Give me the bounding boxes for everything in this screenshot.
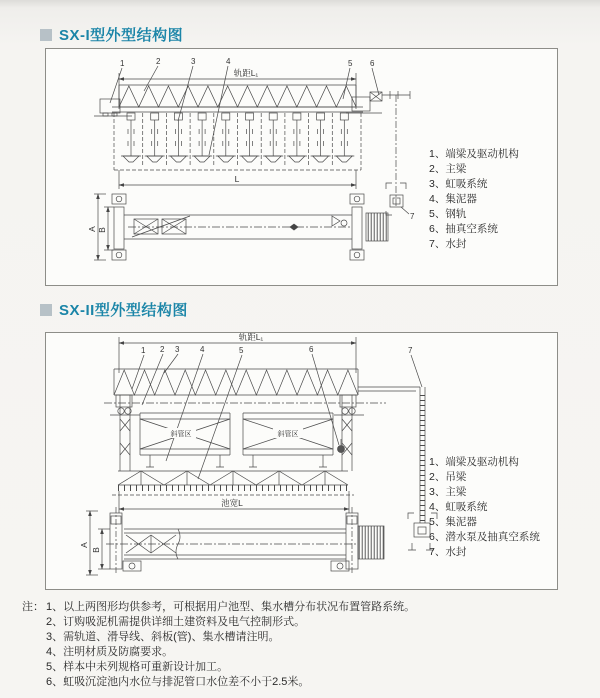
sx1-callout-6: 6 [370, 59, 375, 68]
sx1-legend [429, 147, 519, 252]
sx2-tube-panels [140, 413, 345, 467]
section2-title-text: SX-II型外型结构图 [59, 302, 188, 319]
section1-title-text: SX-I型外型结构图 [59, 27, 184, 44]
note-text: 6、虹吸沉淀池内水位与排泥管口水位差不小于2.5米。 [46, 676, 310, 689]
sx2-discharge-pipe [358, 387, 437, 550]
legend-item: 7、水封 [429, 546, 467, 558]
note-line [22, 660, 582, 675]
section2-title [40, 299, 188, 320]
sx2-gauge-label: 轨距L₁ [238, 333, 264, 342]
legend-item: 6、潜水泵及抽真空系统 [429, 531, 540, 543]
notes-block [22, 600, 582, 691]
sx1-callout-4: 4 [226, 57, 231, 66]
legend-item: 4、虹吸系统 [429, 501, 488, 513]
sx2-plan-view [86, 507, 384, 575]
sx1-callout-2: 2 [156, 57, 161, 66]
sx1-callout-5: 5 [348, 59, 353, 68]
sx2-walkway [112, 471, 354, 495]
legend-item: 2、吊梁 [429, 471, 467, 483]
note-line [22, 675, 582, 690]
legend-item: 5、钢轨 [429, 208, 467, 220]
sx2-callout-5: 5 [239, 346, 244, 355]
sx2-callout-2: 2 [160, 345, 165, 354]
sx2-legend [429, 455, 540, 560]
note-text: 5、样本中未列规格可重新设计加工。 [46, 661, 229, 674]
sx1-tank-outline [114, 113, 361, 170]
sx2-callout-3: 3 [175, 345, 180, 354]
notes-prefix: 注： [22, 601, 44, 613]
legend-item: 7、水封 [429, 238, 467, 250]
sx1-gauge-dimension [119, 73, 356, 109]
sx1-panel [45, 48, 558, 286]
sx1-callout-1: 1 [120, 59, 125, 68]
sx2-callout-1: 1 [141, 346, 146, 355]
sx2-callout-7: 7 [408, 346, 413, 355]
sx1-water-seal [386, 95, 409, 215]
note-line [22, 615, 582, 630]
legend-item: 6、抽真空系统 [429, 223, 498, 235]
note-line [22, 645, 582, 660]
sx2-callout-leaders [132, 354, 422, 479]
sx1-callout-3: 3 [191, 57, 196, 66]
sx1-gauge-label: 轨距L₁ [233, 68, 259, 78]
note-text: 2、订购吸泥机需提供详细土建资料及电气控制形式。 [46, 616, 306, 629]
sx2-panel [45, 332, 558, 590]
legend-item: 2、主梁 [429, 163, 467, 175]
note-text: 1、以上两图形均供参考，可根据用户池型、集水槽分布状况布置管路系统。 [46, 601, 416, 613]
legend-item: 1、端梁及驱动机构 [429, 148, 519, 160]
note-text: 4、注明材质及防腐要求。 [46, 646, 174, 659]
square-bullet-icon [40, 304, 52, 316]
sx2-dim-a-label: A [79, 542, 89, 548]
sx2-callout-4: 4 [200, 345, 205, 354]
sx1-length-label: L [234, 174, 240, 184]
sx1-dim-a-label: A [87, 226, 97, 232]
sx1-dim-b-label: B [97, 227, 107, 233]
note-line [22, 630, 582, 645]
legend-item: 4、集泥器 [429, 193, 477, 205]
sx2-truss [104, 369, 386, 415]
section1-title [40, 24, 183, 45]
sx1-plan-view [94, 194, 388, 260]
legend-item: 3、虹吸系统 [429, 178, 488, 190]
sx2-pool-width-label: 池宽L [221, 498, 243, 508]
note-line [22, 600, 582, 615]
square-bullet-icon [40, 29, 52, 41]
sx1-truss [94, 85, 410, 116]
legend-item: 1、端梁及驱动机构 [429, 456, 519, 468]
legend-item: 5、集泥器 [429, 516, 477, 528]
legend-item: 3、主梁 [429, 486, 467, 498]
sx2-callout-6: 6 [309, 345, 314, 354]
note-text: 3、需轨道、滑导线、斜板(管)、集水槽请注明。 [46, 631, 280, 644]
sx1-callout-7: 7 [410, 212, 415, 221]
sx2-zone-label-right: 斜管区 [277, 431, 299, 438]
sx2-dim-b-label: B [91, 547, 101, 553]
sx2-zone-label-left: 斜管区 [170, 431, 192, 438]
sx2-hanger-towers [120, 395, 352, 471]
